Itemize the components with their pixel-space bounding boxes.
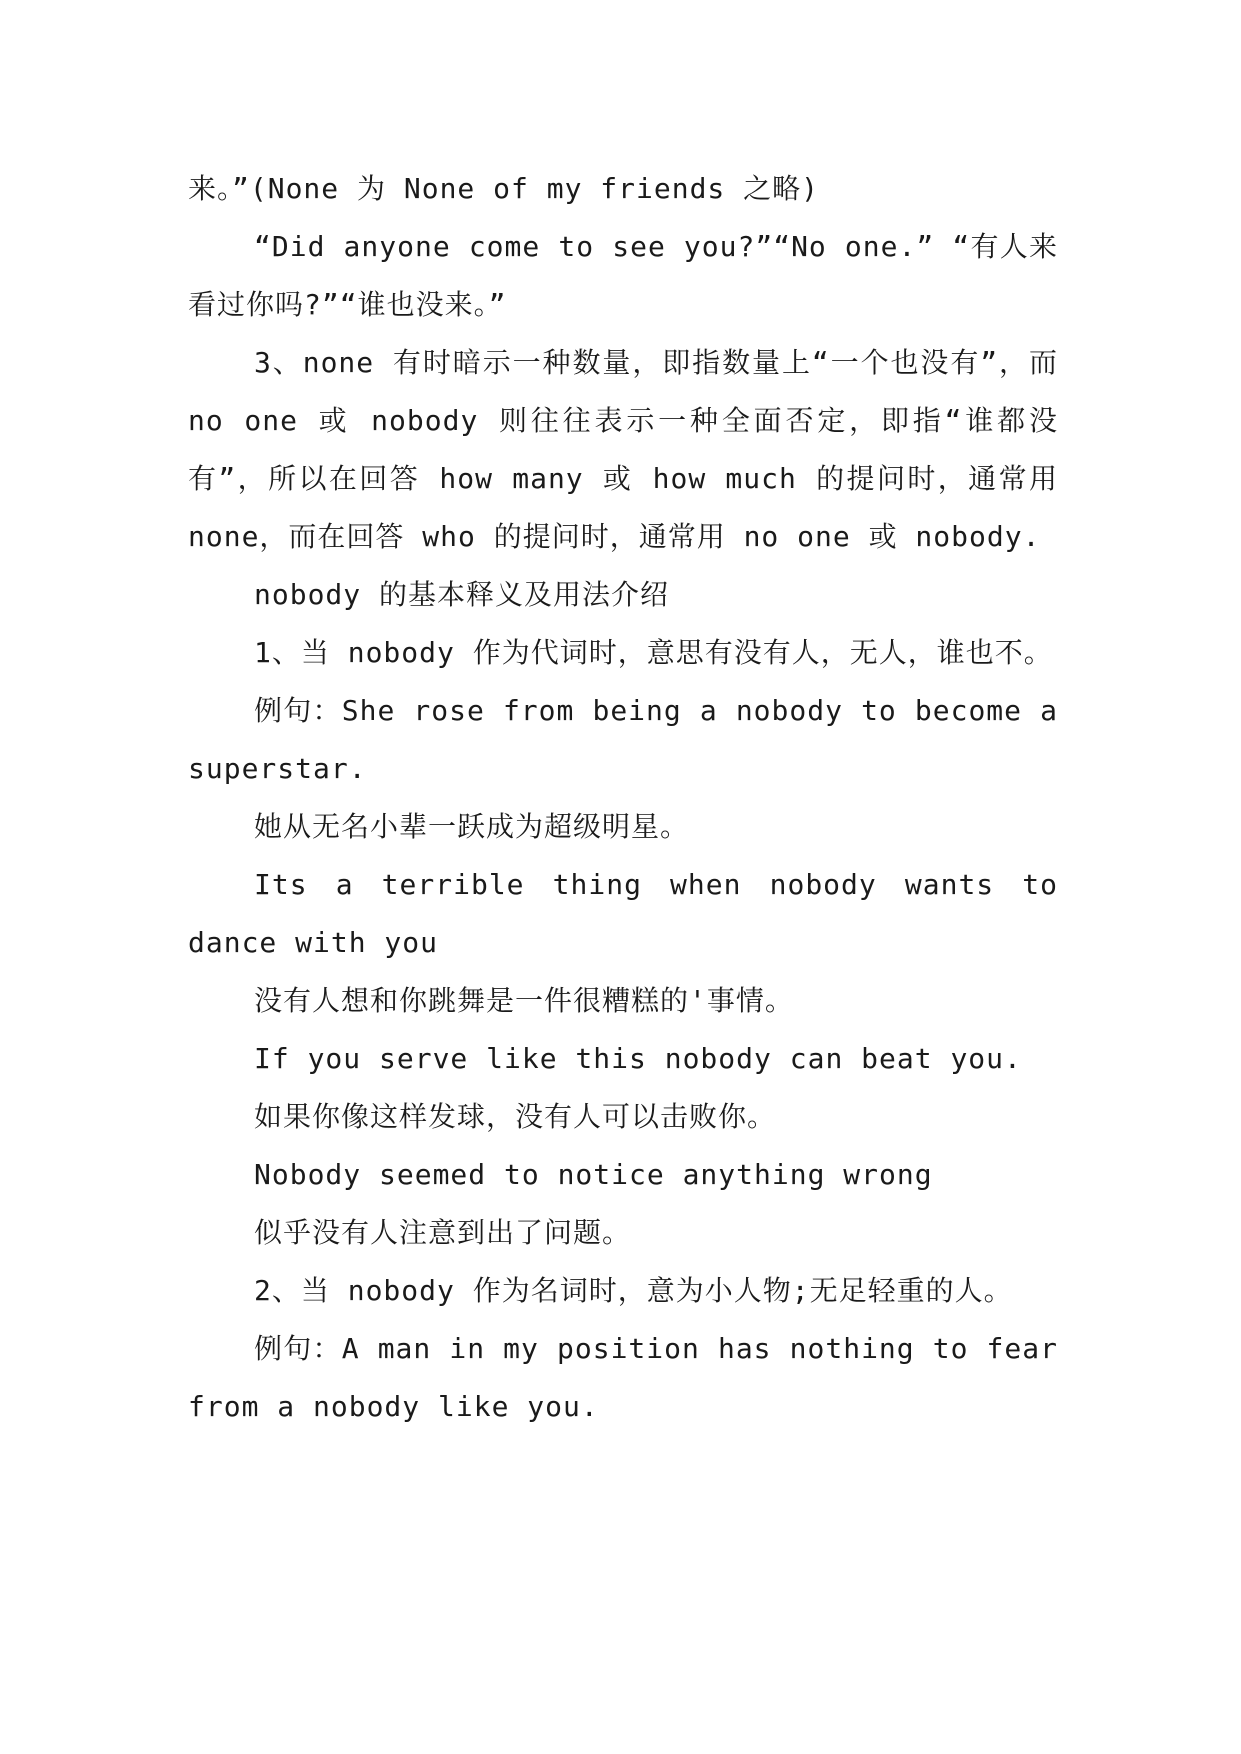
paragraph-4: 1、当 nobody 作为代词时，意思有没有人，无人，谁也不。 bbox=[254, 636, 1053, 669]
example-sentence: Its a terrible thing when nobody wants to dance with you bbox=[188, 868, 1058, 959]
paragraph-0: 来。”(None 为 None of my friends 之略) bbox=[188, 172, 820, 205]
paragraph-13: 2、当 nobody 作为名词时，意为小人物;无足轻重的人。 bbox=[254, 1274, 1013, 1307]
paragraph-2: 3、none 有时暗示一种数量，即指数量上“一个也没有”，而 no one 或 nobody 则往往表示一种全面否定，即指“谁都没有”，所以在回答 how many 或 how much 的提问时，通常用 none，而在回答 who 的提问时，通常用 no one 或 nobody. bbox=[188, 346, 1058, 553]
example-sentence: If you serve like this nobody can beat you. bbox=[254, 1042, 1022, 1075]
example-sentence: Nobody seemed to notice anything wrong bbox=[254, 1158, 933, 1191]
example-sentence: 例句：A man in my position has nothing to fear from a nobody like you. bbox=[188, 1332, 1058, 1423]
paragraph-1: “Did anyone come to see you?”“No one.” “有人来看过你吗?”“谁也没来。” bbox=[188, 230, 1058, 321]
section-heading: nobody 的基本释义及用法介绍 bbox=[254, 578, 670, 611]
document-body bbox=[188, 160, 1058, 1436]
example-translation: 如果你像这样发球，没有人可以击败你。 bbox=[254, 1100, 777, 1133]
example-translation: 没有人想和你跳舞是一件很糟糕的'事情。 bbox=[254, 984, 794, 1017]
example-sentence: 例句：She rose from being a nobody to become a superstar. bbox=[188, 694, 1058, 785]
example-translation: 她从无名小辈一跃成为超级明星。 bbox=[254, 810, 690, 843]
example-translation: 似乎没有人注意到出了问题。 bbox=[254, 1216, 632, 1249]
